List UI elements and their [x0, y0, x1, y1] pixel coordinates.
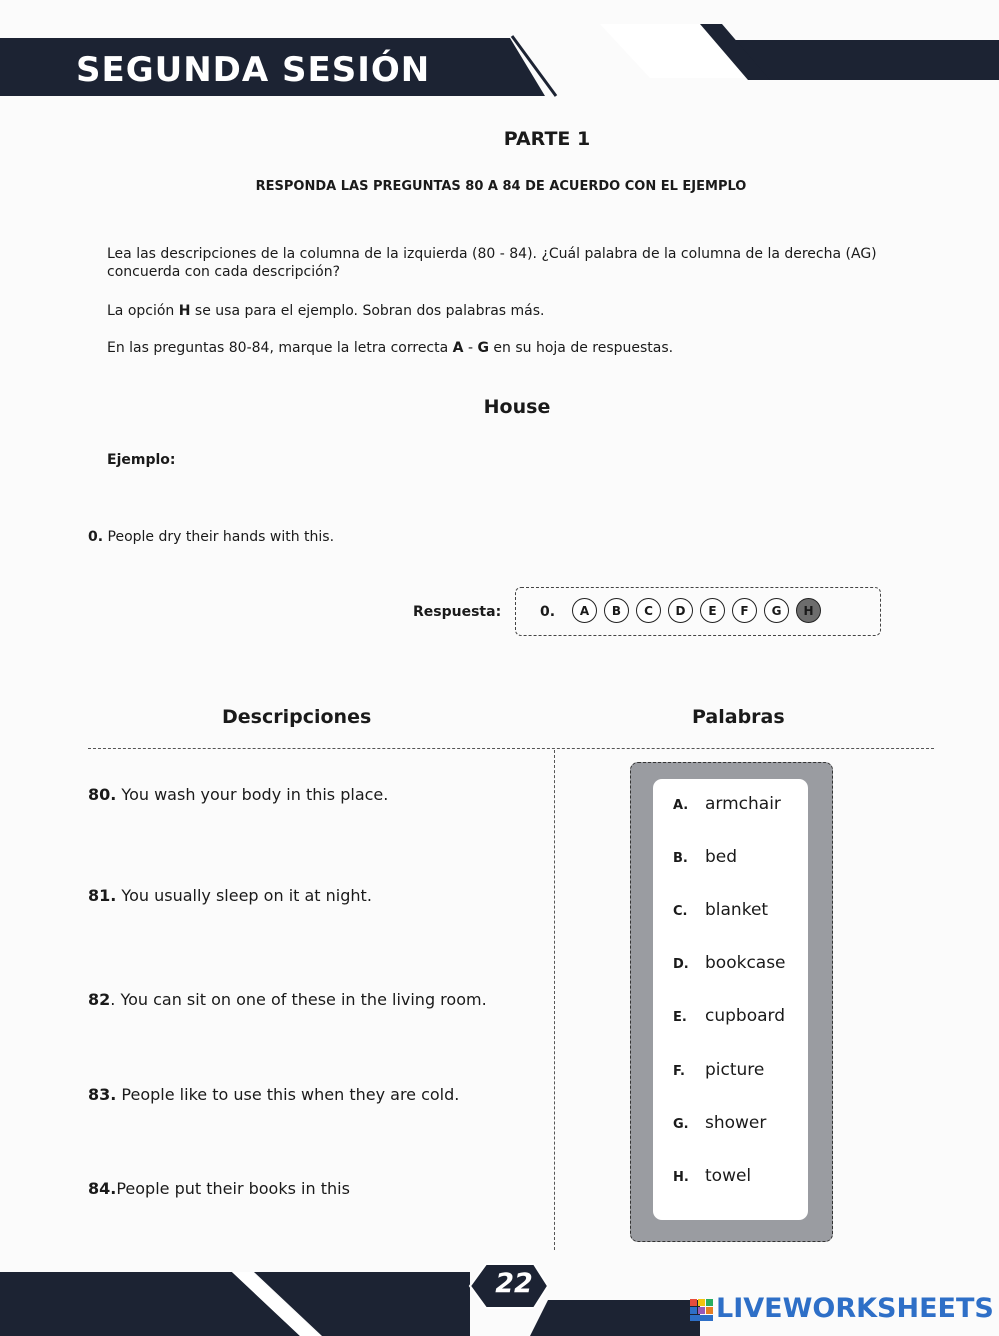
topic-title: House [483, 396, 551, 418]
instruction-heading: RESPONDA LAS PREGUNTAS 80 A 84 DE ACUERDO CON EL EJEMPLO [255, 179, 747, 194]
question-82: 82. You can sit on one of these in the living room. [88, 990, 487, 1009]
answer-number: 0. [540, 604, 556, 620]
session-title: SEGUNDA SESIÓN [76, 50, 431, 90]
bubble-g[interactable]: G [764, 598, 789, 623]
word-option-f: F. picture [673, 1060, 765, 1080]
bubble-c[interactable]: C [636, 598, 661, 623]
word-option-e: E. cupboard [673, 1006, 786, 1026]
bubble-d[interactable]: D [668, 598, 693, 623]
bubble-b[interactable]: B [604, 598, 629, 623]
question-80: 80. You wash your body in this place. [88, 785, 389, 804]
bubble-f[interactable]: F [732, 598, 757, 623]
word-option-h: H. towel [673, 1166, 752, 1186]
divider-horizontal [88, 748, 934, 749]
answer-label: Respuesta: [413, 604, 502, 620]
bubble-h-selected[interactable]: H [796, 598, 821, 623]
word-option-a: A. armchair [673, 794, 781, 814]
words-list [653, 779, 808, 1220]
page-number: 22 [495, 1268, 533, 1299]
example-question: 0. People dry their hands with this. [88, 529, 335, 545]
question-81: 81. You usually sleep on it at night. [88, 886, 372, 905]
word-option-d: D. bookcase [673, 953, 786, 973]
question-84: 84.People put their books in this [88, 1179, 350, 1198]
liveworksheets-brand[interactable]: LIVEWORKSHEETS [716, 1293, 994, 1324]
divider-vertical [554, 750, 555, 1250]
word-option-c: C. blanket [673, 900, 769, 920]
question-83: 83. People like to use this when they are cold. [88, 1085, 460, 1104]
liveworksheets-logo-icon [690, 1299, 714, 1323]
bubble-a[interactable]: A [572, 598, 597, 623]
bubble-e[interactable]: E [700, 598, 725, 623]
example-label: Ejemplo: [107, 452, 176, 468]
descriptions-heading: Descripciones [222, 706, 372, 728]
instruction-paragraph-3: En las preguntas 80-84, marque la letra correcta A - G en su hoja de respuestas. [107, 340, 674, 356]
instruction-paragraph-1: Lea las descripciones de la columna de la izquierda (80 - 84). ¿Cuál palabra de la columna de la derecha (AG) concuerda con cada descripción? [107, 246, 877, 280]
answer-bubbles [572, 598, 821, 623]
words-heading: Palabras [692, 706, 785, 728]
instruction-paragraph-2: La opción H se usa para el ejemplo. Sobran dos palabras más. [107, 303, 545, 319]
word-option-g: G. shower [673, 1113, 767, 1133]
part-title: PARTE 1 [503, 128, 591, 150]
word-option-b: B. bed [673, 847, 738, 867]
